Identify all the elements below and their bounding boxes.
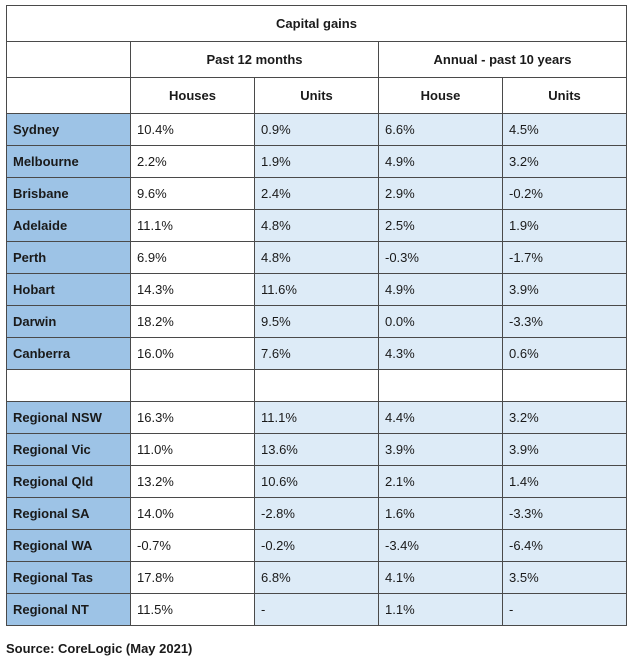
source-note: Source: CoreLogic (May 2021) — [6, 641, 193, 656]
region-name-cell: Regional Qld — [7, 466, 131, 498]
region-name-cell: Regional Vic — [7, 434, 131, 466]
value-cell: 11.1% — [255, 402, 379, 434]
value-cell: - — [503, 594, 627, 626]
value-cell: 6.6% — [379, 114, 503, 146]
value-cell: 2.2% — [131, 146, 255, 178]
value-cell: 1.9% — [503, 210, 627, 242]
table-row — [7, 146, 627, 178]
region-name-cell: Canberra — [7, 338, 131, 370]
value-cell: 13.6% — [255, 434, 379, 466]
value-cell: 1.9% — [255, 146, 379, 178]
spacer-cell — [7, 370, 131, 402]
value-cell: 4.1% — [379, 562, 503, 594]
value-cell: 11.6% — [255, 274, 379, 306]
value-cell: 18.2% — [131, 306, 255, 338]
group-header-annual-10-years: Annual - past 10 years — [379, 42, 627, 78]
region-name-cell: Darwin — [7, 306, 131, 338]
value-cell: 2.9% — [379, 178, 503, 210]
value-cell: 13.2% — [131, 466, 255, 498]
value-cell: 2.4% — [255, 178, 379, 210]
table-row — [7, 178, 627, 210]
value-cell: 14.0% — [131, 498, 255, 530]
sub-header-house: House — [379, 78, 503, 114]
value-cell: 9.5% — [255, 306, 379, 338]
table-row — [7, 402, 627, 434]
value-cell: 3.9% — [503, 274, 627, 306]
table-row — [7, 114, 627, 146]
value-cell: 0.0% — [379, 306, 503, 338]
value-cell: -0.2% — [255, 530, 379, 562]
value-cell: 11.5% — [131, 594, 255, 626]
value-cell: 9.6% — [131, 178, 255, 210]
region-name-cell: Regional SA — [7, 498, 131, 530]
value-cell: -0.3% — [379, 242, 503, 274]
group-header-row — [7, 42, 627, 78]
title-row — [7, 6, 627, 42]
value-cell: 1.4% — [503, 466, 627, 498]
table-row — [7, 242, 627, 274]
table-row — [7, 498, 627, 530]
value-cell: -6.4% — [503, 530, 627, 562]
value-cell: 16.0% — [131, 338, 255, 370]
value-cell: 2.1% — [379, 466, 503, 498]
value-cell: 4.3% — [379, 338, 503, 370]
value-cell: 3.5% — [503, 562, 627, 594]
value-cell: 0.6% — [503, 338, 627, 370]
table-row — [7, 594, 627, 626]
spacer-row — [7, 370, 627, 402]
value-cell: -1.7% — [503, 242, 627, 274]
region-name-cell: Regional WA — [7, 530, 131, 562]
table-row — [7, 306, 627, 338]
value-cell: 7.6% — [255, 338, 379, 370]
region-name-cell: Sydney — [7, 114, 131, 146]
group-header-past-12-months: Past 12 months — [131, 42, 379, 78]
value-cell: 4.9% — [379, 146, 503, 178]
sub-header-houses: Houses — [131, 78, 255, 114]
value-cell: 16.3% — [131, 402, 255, 434]
value-cell: 2.5% — [379, 210, 503, 242]
value-cell: 4.9% — [379, 274, 503, 306]
value-cell: -3.4% — [379, 530, 503, 562]
table-row — [7, 338, 627, 370]
value-cell: 3.9% — [503, 434, 627, 466]
value-cell: 6.8% — [255, 562, 379, 594]
table-row — [7, 434, 627, 466]
table-row — [7, 274, 627, 306]
region-name-cell: Perth — [7, 242, 131, 274]
region-name-cell: Hobart — [7, 274, 131, 306]
blank-header-cell — [7, 42, 131, 78]
value-cell: 4.8% — [255, 210, 379, 242]
value-cell: -2.8% — [255, 498, 379, 530]
value-cell: 3.2% — [503, 402, 627, 434]
value-cell: 4.8% — [255, 242, 379, 274]
value-cell: 3.2% — [503, 146, 627, 178]
region-name-cell: Regional NT — [7, 594, 131, 626]
value-cell: 1.6% — [379, 498, 503, 530]
spacer-cell — [503, 370, 627, 402]
table-row — [7, 466, 627, 498]
value-cell: -0.2% — [503, 178, 627, 210]
sub-header-units-10yr: Units — [503, 78, 627, 114]
value-cell: 1.1% — [379, 594, 503, 626]
value-cell: 4.5% — [503, 114, 627, 146]
value-cell: 11.1% — [131, 210, 255, 242]
region-name-cell: Brisbane — [7, 178, 131, 210]
value-cell: 11.0% — [131, 434, 255, 466]
value-cell: -3.3% — [503, 306, 627, 338]
value-cell: -0.7% — [131, 530, 255, 562]
sub-header-units: Units — [255, 78, 379, 114]
value-cell: 17.8% — [131, 562, 255, 594]
table-row — [7, 530, 627, 562]
value-cell: 10.6% — [255, 466, 379, 498]
spacer-cell — [131, 370, 255, 402]
spacer-cell — [255, 370, 379, 402]
blank-header-cell — [7, 78, 131, 114]
value-cell: 0.9% — [255, 114, 379, 146]
value-cell: 14.3% — [131, 274, 255, 306]
spacer-cell — [379, 370, 503, 402]
table-row — [7, 210, 627, 242]
region-name-cell: Regional NSW — [7, 402, 131, 434]
value-cell: 10.4% — [131, 114, 255, 146]
region-name-cell: Adelaide — [7, 210, 131, 242]
sub-header-row — [7, 78, 627, 114]
table-title: Capital gains — [7, 6, 627, 42]
value-cell: -3.3% — [503, 498, 627, 530]
region-name-cell: Melbourne — [7, 146, 131, 178]
value-cell: - — [255, 594, 379, 626]
value-cell: 4.4% — [379, 402, 503, 434]
capital-gains-table — [6, 5, 627, 626]
region-name-cell: Regional Tas — [7, 562, 131, 594]
table-row — [7, 562, 627, 594]
value-cell: 3.9% — [379, 434, 503, 466]
value-cell: 6.9% — [131, 242, 255, 274]
